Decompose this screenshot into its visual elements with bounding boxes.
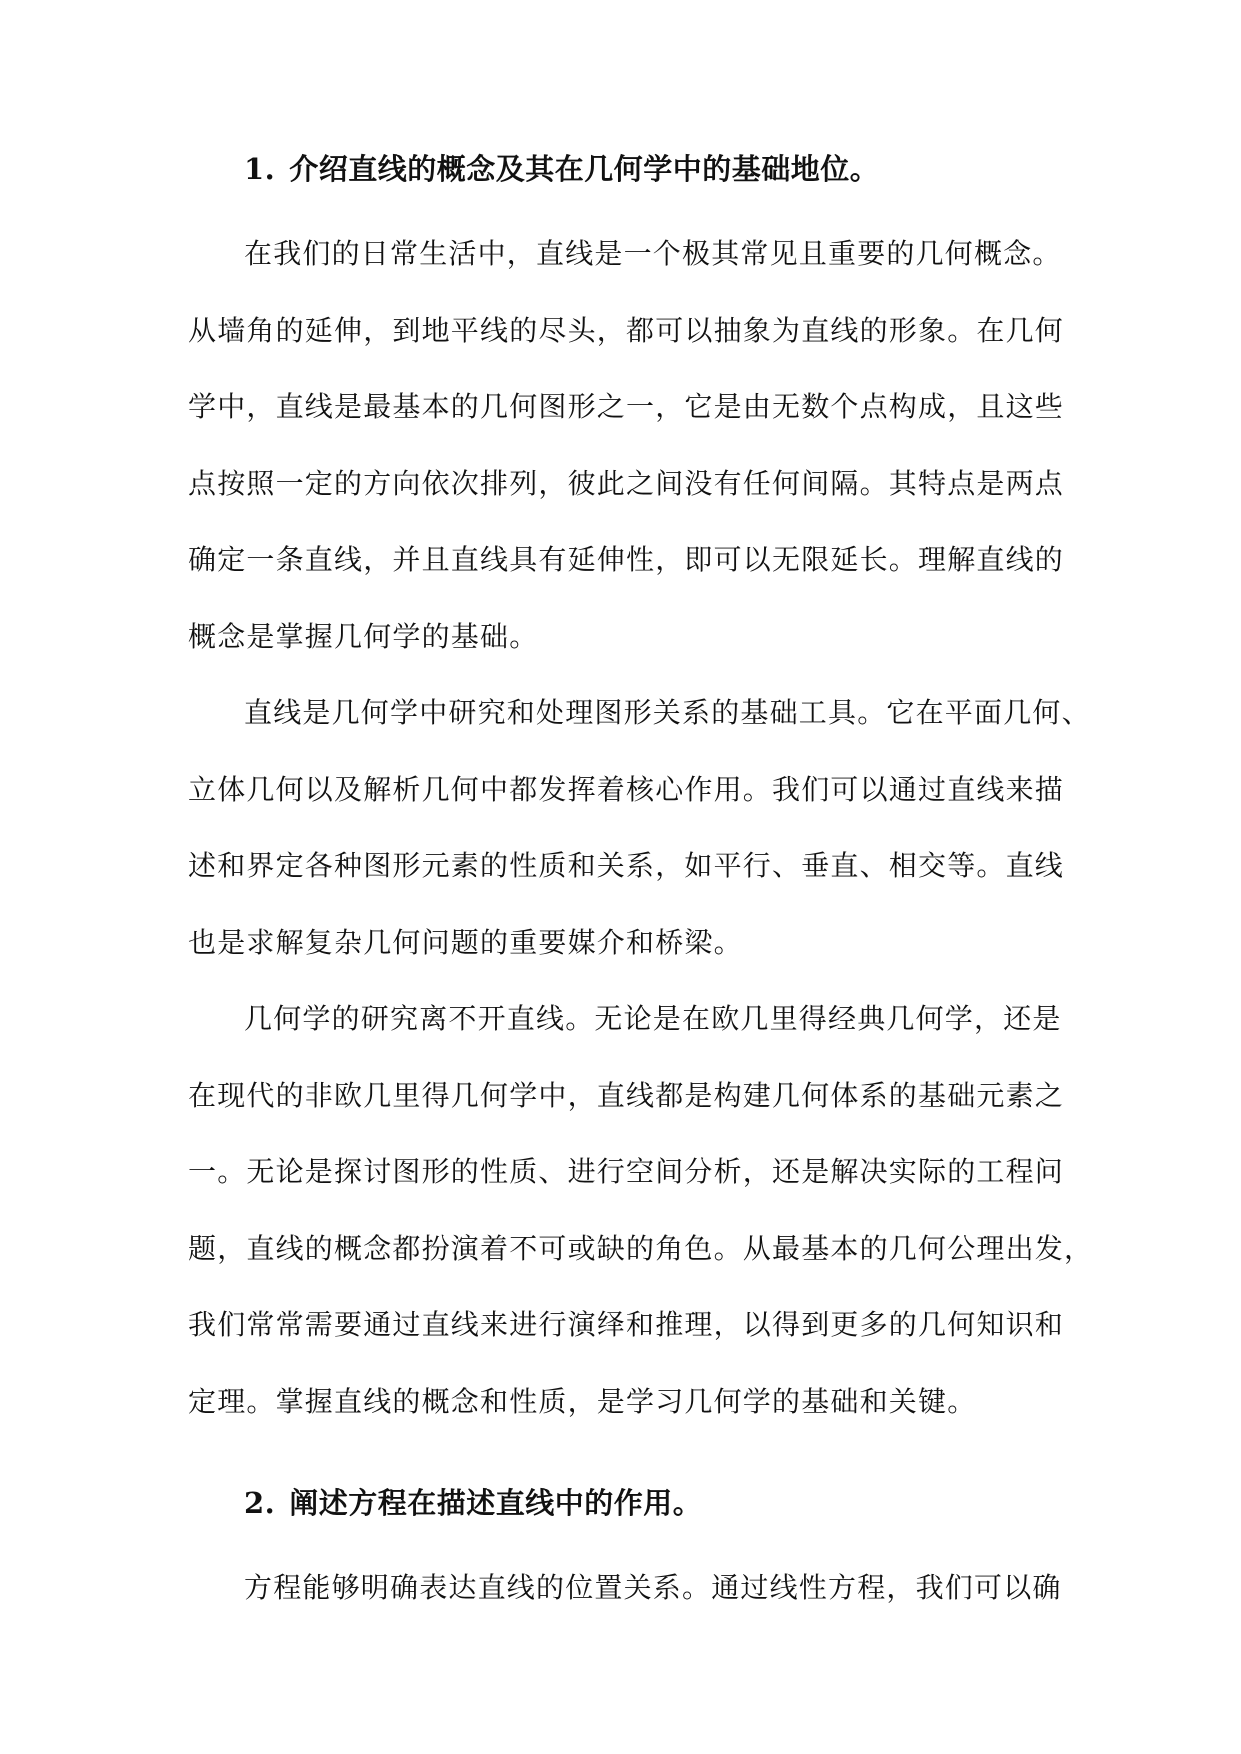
paragraph-line: 在现代的非欧几里得几何学中，直线都是构建几何体系的基础元素之: [188, 1078, 1065, 1112]
section-1-title: 介绍直线的概念及其在几何学中的基础地位。: [289, 152, 880, 186]
section-2-paragraph-1: [188, 1550, 1062, 1627]
spacer: [188, 1440, 1056, 1474]
section-2-title: 阐述方程在描述直线中的作用。: [289, 1486, 703, 1520]
section-1-paragraph-1: [188, 216, 1065, 675]
paragraph-line: 直线是几何学中研究和处理图形关系的基础工具。它在平面几何、: [244, 696, 1091, 729]
paragraph-line: 几何学的研究离不开直线。无论是在欧几里得经典几何学，还是: [244, 1002, 1062, 1035]
paragraph-line: 题，直线的概念都扮演着不可或缺的角色。从最基本的几何公理出发，: [188, 1231, 1094, 1265]
section-2-number: 2.: [244, 1486, 276, 1520]
paragraph-line: 也是求解复杂几何问题的重要媒介和桥梁。: [188, 925, 743, 959]
document-content: [188, 140, 1094, 1627]
section-1-paragraph-3: [188, 981, 1094, 1440]
spacer: [188, 198, 1056, 216]
section-1-number: 1.: [244, 152, 276, 186]
paragraph-line: 方程能够明确表达直线的位置关系。通过线性方程，我们可以确: [244, 1571, 1062, 1604]
paragraph-line: 点按照一定的方向依次排列，彼此之间没有任何间隔。其特点是两点: [188, 466, 1065, 500]
paragraph-line: 立体几何以及解析几何中都发挥着核心作用。我们可以通过直线来描: [188, 772, 1065, 806]
spacer: [188, 1532, 1056, 1550]
paragraph-line: 定理。掌握直线的概念和性质，是学习几何学的基础和关键。: [188, 1384, 977, 1418]
section-1-heading: [188, 140, 1056, 198]
paragraph-line: 确定一条直线，并且直线具有延伸性，即可以无限延长。理解直线的: [188, 543, 1065, 576]
paragraph-line: 述和界定各种图形元素的性质和关系，如平行、垂直、相交等。直线: [188, 849, 1065, 882]
paragraph-line: 一。无论是探讨图形的性质、进行空间分析，还是解决实际的工程问: [188, 1155, 1065, 1188]
paragraph-line: 概念是掌握几何学的基础。: [188, 619, 539, 653]
paragraph-line: 在我们的日常生活中，直线是一个极其常见且重要的几何概念。: [244, 237, 1062, 270]
paragraph-line: 我们常常需要通过直线来进行演绎和推理，以得到更多的几何知识和: [188, 1308, 1065, 1341]
paragraph-line: 从墙角的延伸，到地平线的尽头，都可以抽象为直线的形象。在几何: [188, 313, 1065, 347]
section-1-paragraph-2: [188, 675, 1091, 981]
paragraph-line: 学中，直线是最基本的几何图形之一，它是由无数个点构成，且这些: [188, 390, 1065, 423]
section-2-heading: [188, 1474, 1056, 1532]
